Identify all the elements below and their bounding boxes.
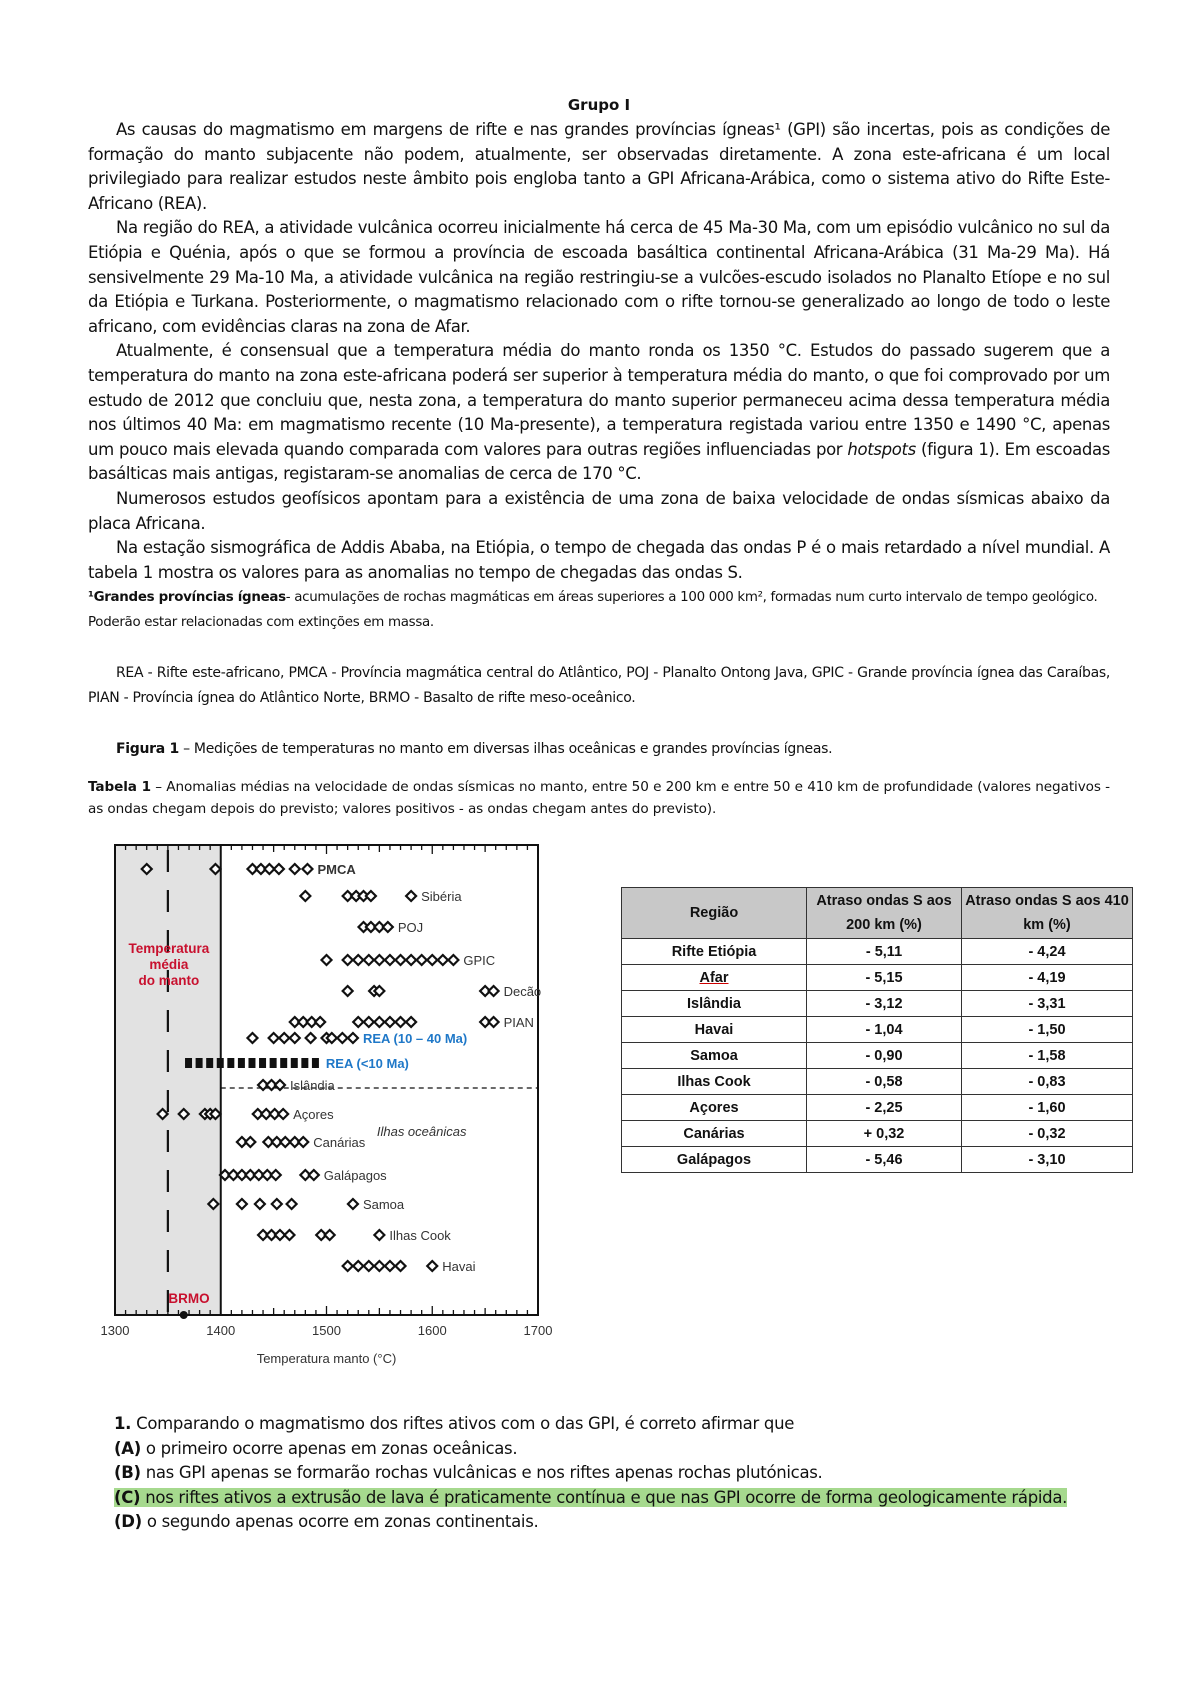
data-mark: [374, 1017, 384, 1027]
table-cell-delay-200km: - 3,12: [807, 991, 962, 1017]
series-label: GPIC: [463, 953, 496, 968]
option-a: [114, 1437, 1114, 1462]
table-cell-delay-410km: - 4,24: [962, 939, 1133, 965]
table-row: [622, 965, 1133, 991]
data-mark: [374, 1230, 384, 1240]
data-mark: [353, 1261, 363, 1271]
table-row: [622, 1069, 1133, 1095]
table-cell-delay-410km: - 3,10: [962, 1147, 1133, 1173]
data-mark: [291, 1058, 298, 1068]
question-block: [114, 1412, 1114, 1535]
paragraph-1: As causas do magmatismo em margens de rifte e nas grandes províncias ígneas¹ (GPI) são incertas, pois as condições de formação do manto subjacente não podem, atualmente, ser observadas diretamente. A zona este-africana é um local privilegiado para realizar estudos neste âmbito pois engloba tanto a GPI Africana-Arábica, como o sistema ativo do Rifte Este-Africano (REA).: [88, 120, 1110, 213]
data-mark: [245, 1137, 255, 1147]
table-row: [622, 939, 1133, 965]
data-mark: [196, 1058, 203, 1068]
x-tick-label: 1600: [417, 1323, 447, 1338]
mean-temperature-region: [115, 845, 221, 1315]
mean-temperature-label: Temperatura: [128, 941, 210, 956]
figure-caption: [88, 737, 1110, 762]
x-tick-label: 1700: [523, 1323, 553, 1338]
series-label: POJ: [397, 920, 424, 935]
table-row: [622, 1147, 1133, 1173]
series-label: REA (10 – 40 Ma): [362, 1031, 468, 1046]
x-tick-label: 1300: [100, 1323, 130, 1338]
table-header-200km: Atraso ondas S aos 200 km (%): [807, 888, 962, 939]
paragraph-3-text-a: Atualmente, é consensual que a temperatura média do manto ronda os 1350 °C. Estudos do passado sugerem que a temperatura do manto na zona este-africana poderá ser superior à temperatura média do manto, o que foi comprovado por um estudo de 2012 que concluiu que, nesta zona, a temperatura do manto superior permaneceu acima dessa temperatura média nos últimos 40 Ma: em magmatismo recente (10 Ma-presente), a temperatura registada variou entre 1350 e 1490 °C, apenas um pouco mais elevada quando comparada com valores para outras regiões influenciadas por: [88, 341, 1110, 459]
data-mark: [259, 1058, 266, 1068]
data-mark: [374, 955, 384, 965]
paragraph-2: Na região do REA, a atividade vulcânica ocorreu inicialmente há cerca de 45 Ma-30 Ma, com um episódio vulcânico no sul da Etiópia e Quénia, após o que se formou a província de escoada basáltica continental Africana-Arábica (31 Ma-29 Ma). Há sensivelmente 29 Ma-10 Ma, a atividade vulcânica na região restringiu-se a vulcões-escudo isolados no Planalto Etíope e no sul da Etiópia e Turkana. Posteriormente, o magmatismo relacionado com o rifte tornou-se generalizado ao longo de todo o leste africano, com evidências claras na zona de Afar.: [88, 218, 1110, 336]
data-mark: [287, 1199, 297, 1209]
data-mark: [343, 986, 353, 996]
data-mark: [364, 1017, 374, 1027]
series-label: PIAN: [503, 1015, 534, 1030]
table-header-row: [622, 888, 1133, 939]
data-mark: [312, 1058, 319, 1068]
data-mark: [343, 1261, 353, 1271]
data-mark: [383, 922, 393, 932]
data-mark: [406, 891, 416, 901]
series-label: Samoa: [362, 1197, 405, 1212]
data-mark: [427, 1261, 437, 1271]
data-mark: [489, 1017, 499, 1027]
data-mark: [417, 955, 427, 965]
data-mark: [248, 1058, 255, 1068]
data-mark: [300, 891, 310, 901]
table-cell-delay-410km: - 1,60: [962, 1095, 1133, 1121]
option-d: [114, 1510, 1114, 1535]
table-cell-delay-200km: - 5,15: [807, 965, 962, 991]
anomaly-table: [621, 887, 1133, 1173]
data-mark: [278, 1109, 288, 1119]
option-d-text: o segundo apenas ocorre em zonas continentais.: [141, 1512, 539, 1531]
series-label: Islândia: [289, 1078, 335, 1093]
section-heading: Grupo I: [567, 96, 631, 114]
data-mark: [290, 1033, 300, 1043]
table-caption: [88, 776, 1110, 820]
data-mark: [489, 986, 499, 996]
data-mark: [247, 1033, 257, 1043]
data-mark: [385, 1017, 395, 1027]
data-mark: [348, 1199, 358, 1209]
document-body: [88, 96, 1110, 833]
option-b-text: nas GPI apenas se formarão rochas vulcânicas e nos riftes apenas rochas plutónicas.: [140, 1463, 823, 1482]
question-1: [114, 1412, 1114, 1437]
series-label: Havai: [442, 1259, 476, 1274]
table-cell-region: Açores: [622, 1095, 807, 1121]
table-cell-delay-410km: - 0,32: [962, 1121, 1133, 1147]
data-mark: [269, 1033, 279, 1043]
x-axis-label: Temperatura manto (°C): [256, 1351, 397, 1366]
table-cell-delay-410km: - 0,83: [962, 1069, 1133, 1095]
data-mark: [396, 1261, 406, 1271]
data-mark: [337, 1033, 347, 1043]
footnote-text: - acumulações de rochas magmáticas em áreas superiores a 100 000 km², formadas num curto intervalo de tempo geológico. Poderão estar relacionadas com extinções em massa.: [88, 590, 1098, 631]
option-c-text: nos riftes ativos a extrusão de lava é praticamente contínua e que nas GPI ocorre de forma geologicamente rápida.: [140, 1487, 1068, 1507]
mantle-temperature-chart: [88, 835, 628, 1395]
data-mark: [364, 955, 374, 965]
table-cell-delay-200km: - 2,25: [807, 1095, 962, 1121]
table-cell-delay-410km: - 1,50: [962, 1017, 1133, 1043]
data-mark: [385, 1261, 395, 1271]
ocean-islands-label: Ilhas oceânicas: [376, 1124, 467, 1139]
question-text: Comparando o magmatismo dos riftes ativos com o das GPI, é correto afirmar que: [131, 1414, 795, 1433]
table-cell-region: Rifte Etiópia: [622, 939, 807, 965]
table-cell-delay-200km: + 0,32: [807, 1121, 962, 1147]
data-mark: [374, 1261, 384, 1271]
data-mark: [238, 1058, 245, 1068]
table-cell-region: Ilhas Cook: [622, 1069, 807, 1095]
series-label: Galápagos: [323, 1168, 387, 1183]
question-number: 1.: [114, 1414, 132, 1433]
data-mark: [353, 955, 363, 965]
data-mark: [322, 955, 332, 965]
data-mark: [396, 1017, 406, 1027]
paragraph-4: Numerosos estudos geofísicos apontam para a existência de uma zona de baixa velocidade de ondas sísmicas abaixo da placa Africana.: [88, 488, 1110, 533]
footnote-term: ¹Grandes províncias ígneas: [88, 590, 286, 606]
paragraph-5: Na estação sismográfica de Addis Ababa, na Etiópia, o tempo de chegada das ondas P é o mais retardado a nível mundial. A tabela 1 mostra os valores para as anomalias no tempo de chegadas das ondas S.: [88, 538, 1110, 582]
table-caption-text: – Anomalias médias na velocidade de ondas sísmicas no manto, entre 50 e 200 km e entre 50 e 410 km de profundidade (valores negativos - as ondas chegam depois do previsto; valores positivos - as ondas chegam antes do previsto).: [88, 778, 1110, 817]
table-caption-label: Tabela 1: [88, 778, 151, 795]
data-mark: [206, 1058, 213, 1068]
table-header-410km: Atraso ondas S aos 410 km (%): [962, 888, 1133, 939]
option-c-highlight: [114, 1488, 1067, 1507]
table-row: [622, 1121, 1133, 1147]
table-cell-region: Havai: [622, 1017, 807, 1043]
table-cell-region: Galápagos: [622, 1147, 807, 1173]
x-tick-label: 1500: [312, 1323, 341, 1338]
data-mark: [385, 955, 395, 965]
data-mark: [270, 1058, 277, 1068]
table-cell-region: Islândia: [622, 991, 807, 1017]
data-mark: [301, 1058, 308, 1068]
data-mark: [279, 1033, 289, 1043]
data-mark: [237, 1199, 247, 1209]
table-cell-delay-200km: - 5,11: [807, 939, 962, 965]
x-tick-label: 1400: [206, 1323, 236, 1338]
table-cell-region: Canárias: [622, 1121, 807, 1147]
data-mark: [306, 1033, 316, 1043]
data-mark: [366, 891, 376, 901]
brmo-point: [180, 1311, 188, 1319]
option-a-label: (A): [114, 1438, 141, 1458]
data-mark: [302, 864, 312, 874]
data-mark: [427, 955, 437, 965]
option-c-label: (C): [114, 1487, 141, 1507]
data-mark: [255, 1199, 265, 1209]
data-mark: [343, 955, 353, 965]
data-mark: [217, 1058, 224, 1068]
series-label: Sibéria: [421, 889, 462, 904]
table-row: [622, 1017, 1133, 1043]
mean-temperature-label: média: [149, 957, 189, 972]
table-header-region: Região: [622, 888, 807, 939]
data-mark: [406, 955, 416, 965]
data-mark: [448, 955, 458, 965]
series-label: REA (<10 Ma): [325, 1056, 409, 1071]
data-mark: [353, 1017, 363, 1027]
data-mark: [315, 1017, 325, 1027]
data-mark: [274, 864, 284, 874]
data-mark: [348, 1033, 358, 1043]
data-mark: [280, 1058, 287, 1068]
hotspots-italic: hotspots: [847, 439, 916, 459]
series-label: Ilhas Cook: [389, 1228, 451, 1243]
data-mark: [325, 1230, 335, 1240]
option-a-text: o primeiro ocorre apenas em zonas oceânicas.: [140, 1438, 518, 1458]
mean-temperature-label: do manto: [138, 973, 200, 988]
option-b: [114, 1461, 1114, 1486]
figure-caption-label: Figura 1: [116, 741, 179, 758]
data-mark: [364, 1261, 374, 1271]
data-mark: [396, 955, 406, 965]
table-cell-delay-410km: - 4,19: [962, 965, 1133, 991]
data-mark: [298, 1137, 308, 1147]
table-cell-delay-200km: - 1,04: [807, 1017, 962, 1043]
data-mark: [406, 1017, 416, 1027]
series-label: Decão: [503, 984, 542, 999]
series-label: Canárias: [313, 1135, 366, 1150]
table-cell-delay-410km: - 1,58: [962, 1043, 1133, 1069]
table-cell-region: Samoa: [622, 1043, 807, 1069]
paragraph-3: [88, 339, 1110, 487]
option-d-label: (D): [114, 1512, 142, 1531]
series-label: PMCA: [317, 862, 356, 877]
data-mark: [438, 955, 448, 965]
data-mark: [271, 1170, 281, 1180]
data-mark: [290, 864, 300, 874]
table-cell-region: Afar: [622, 965, 807, 991]
data-mark: [185, 1058, 192, 1068]
table-cell-delay-200km: - 0,90: [807, 1043, 962, 1069]
table-row: [622, 991, 1133, 1017]
abbreviations: REA - Rifte este-africano, PMCA - Província magmática central do Atlântico, POJ - Planalto Ontong Java, GPIC - Grande província ígnea das Caraíbas, PIAN - Província ígnea do Atlântico Norte, BRMO - Basalto de rifte meso-oceânico.: [88, 665, 1110, 707]
table-cell-delay-410km: - 3,31: [962, 991, 1133, 1017]
data-mark: [309, 1170, 319, 1180]
table-cell-delay-200km: - 5,46: [807, 1147, 962, 1173]
data-mark: [227, 1058, 234, 1068]
option-c: [114, 1486, 1114, 1511]
table-cell-delay-200km: - 0,58: [807, 1069, 962, 1095]
table-row: [622, 1043, 1133, 1069]
footnote: [88, 585, 1110, 635]
figure-caption-text: – Medições de temperaturas no manto em diversas ilhas oceânicas e grandes províncias ígneas.: [178, 741, 833, 758]
table-row: [622, 1095, 1133, 1121]
data-mark: [284, 1230, 294, 1240]
series-label: Açores: [293, 1107, 334, 1122]
brmo-label: BRMO: [168, 1291, 210, 1306]
data-mark: [272, 1199, 282, 1209]
option-b-label: (B): [114, 1463, 141, 1482]
paragraph-3-text-b: (figura 1). Em escoadas basálticas mais antigas, registaram-se anomalias de cerca de 170 °C.: [88, 439, 1111, 484]
